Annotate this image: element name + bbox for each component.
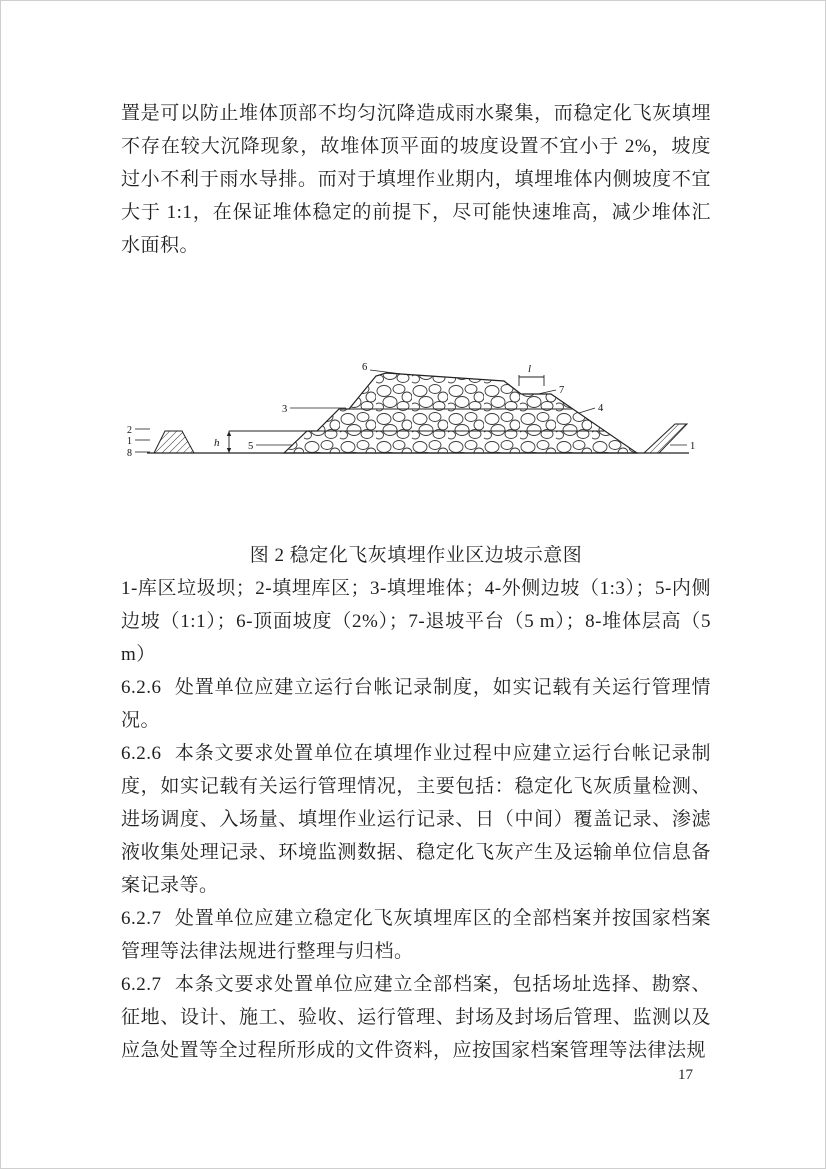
clause-6-2-6 xyxy=(121,671,711,737)
explanation-6-2-7-number: 6.2.7 xyxy=(121,974,162,995)
dim-h-label: h xyxy=(214,437,220,449)
platform-width-dimension xyxy=(519,363,544,386)
svg-text:1: 1 xyxy=(690,441,696,452)
svg-text:6: 6 xyxy=(362,362,368,373)
left-callouts xyxy=(127,425,150,459)
svg-text:7: 7 xyxy=(559,385,565,396)
clause-6-2-6-text: 处置单位应建立运行台帐记录制度，如实记载有关运行管理情况。 xyxy=(121,677,711,731)
body-paragraph-continuation: 置是可以防止堆体顶部不均匀沉降造成雨水聚集，而稳定化飞灰填埋不存在较大沉降现象，故堆体顶平面的坡度设置不宜小于 2%，坡度过小不利于雨水导排。而对于填埋作业期内，填埋堆体内侧坡度不宜大于 1:1，在保证堆体稳定的前提下，尽可能快速堆高，减少堆体汇水面积。 xyxy=(121,103,711,256)
clause-6-2-7-number: 6.2.7 xyxy=(121,908,162,929)
callout-1-right xyxy=(670,441,695,452)
svg-text:3: 3 xyxy=(282,404,288,415)
explanation-6-2-7 xyxy=(121,968,711,1067)
callout-8-label: 8 xyxy=(127,448,132,459)
slope-diagram xyxy=(124,328,704,498)
clause-6-2-6-number: 6.2.6 xyxy=(121,677,162,698)
figure-legend: 1-库区垃圾坝；2-填埋库区；3-填埋堆体；4-外侧边坡（1:3）；5-内侧边坡（1:1）；6-顶面坡度（2%）；7-退坡平台（5 m）；8-堆体层高（5 m） xyxy=(121,578,711,665)
fill-mound-shape xyxy=(284,373,637,453)
explanation-6-2-6-text: 本条文要求处置单位在填埋作业过程中应建立运行台帐记录制度，如实记载有关运行管理情况，主要包括：稳定化飞灰质量检测、进场调度、入场量、填埋作业运行记录、日（中间）覆盖记录、渗滤液收集处理记录、环境监测数据、稳定化飞灰产生及运输单位信息备案记录等。 xyxy=(121,743,711,896)
explanation-6-2-6-number: 6.2.6 xyxy=(121,743,162,764)
clause-6-2-7 xyxy=(121,902,711,968)
explanation-6-2-7-text: 本条文要求处置单位应建立全部档案，包括场址选择、勘察、征地、设计、施工、验收、运行管理、封场及封场后管理、监测以及应急处置等全过程所形成的文件资料，应按国家档案管理等法律法规 xyxy=(121,974,711,1061)
height-dimension xyxy=(214,431,231,453)
figure-caption: 图 2 稳定化飞灰填埋作业区边坡示意图 xyxy=(249,545,583,566)
figure-2 xyxy=(121,328,711,572)
callout-4 xyxy=(579,403,604,414)
page-content xyxy=(121,97,711,1067)
left-dam-shape xyxy=(154,431,194,453)
dim-l-label: l xyxy=(528,363,532,375)
svg-text:5: 5 xyxy=(248,441,254,452)
callout-2-label: 2 xyxy=(127,425,132,436)
page-number: 17 xyxy=(678,1067,693,1083)
right-dike-shape xyxy=(644,424,687,453)
clause-6-2-7-text: 处置单位应建立稳定化飞灰填埋库区的全部档案并按国家档案管理等法律法规进行整理与归档。 xyxy=(121,908,711,962)
callout-1-left-label: 1 xyxy=(127,436,132,447)
explanation-6-2-6 xyxy=(121,737,711,902)
svg-text:4: 4 xyxy=(598,403,604,414)
